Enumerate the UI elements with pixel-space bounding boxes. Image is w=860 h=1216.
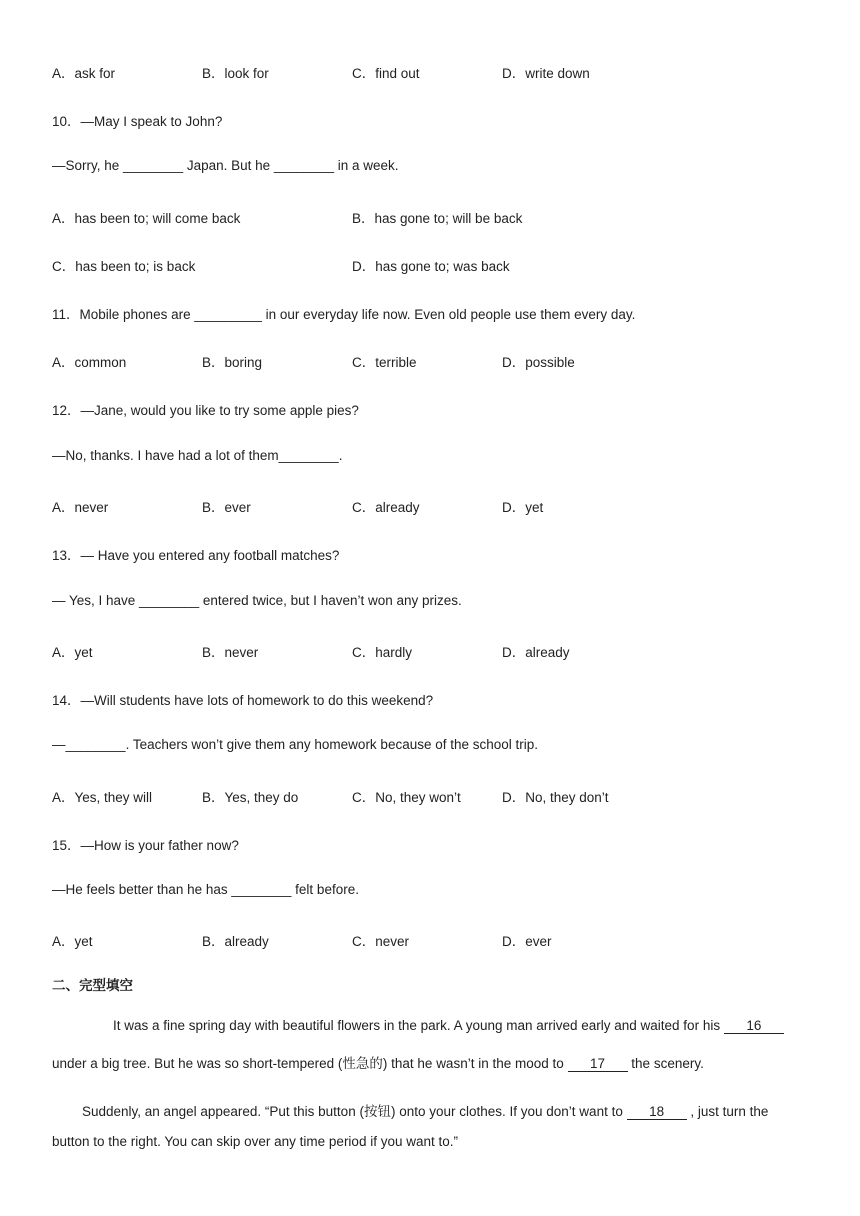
q13-option-b: B．never	[202, 645, 259, 660]
cloze-text: the scenery.	[631, 1056, 704, 1071]
cloze-paragraph-2-line-2: button to the right. You can skip over any time period if you want to.”	[52, 1134, 458, 1149]
q9-option-b: B．look for	[202, 66, 269, 81]
q15-stem: 15．—How is your father now?	[52, 838, 239, 853]
cloze-text: ) that he wasn’t in the mood to	[382, 1056, 564, 1071]
q15-option-c: C．never	[352, 934, 410, 949]
q12-stem: 12．—Jane, would you like to try some apple pies?	[52, 403, 359, 418]
q12-reply: —No, thanks. I have had a lot of them________.	[52, 448, 343, 463]
q14-stem: 14．—Will students have lots of homework to do this weekend?	[52, 693, 434, 708]
q11-stem: 11．Mobile phones are _________ in our everyday life now. Even old people use them every day.	[52, 307, 636, 322]
q10-option-d: D．has gone to; was back	[352, 259, 510, 274]
cloze-paragraph-1-line-2	[52, 1052, 704, 1072]
q15-option-d: D．ever	[502, 934, 552, 949]
cloze-blank-18: 18	[627, 1105, 687, 1120]
q10-reply: —Sorry, he ________ Japan. But he ________ in a week.	[52, 158, 399, 173]
cloze-text: ) onto your clothes. If you don’t want to	[390, 1104, 623, 1119]
q12-option-a: A．never	[52, 500, 109, 515]
cloze-paragraph-2-line-1	[82, 1100, 768, 1120]
q14-reply: —________. Teachers won’t give them any homework because of the school trip.	[52, 737, 539, 752]
q9-option-a: A．ask for	[52, 66, 116, 81]
q13-reply: — Yes, I have ________ entered twice, but I haven’t won any prizes.	[52, 593, 462, 608]
q11-option-b: B．boring	[202, 355, 263, 370]
q15-reply: —He feels better than he has ________ felt before.	[52, 882, 359, 897]
cloze-cjk-gloss: 性急的	[342, 1056, 383, 1072]
q9-option-d: D．write down	[502, 66, 590, 81]
q13-stem: 13．— Have you entered any football matches?	[52, 548, 340, 563]
q14-option-a: A．Yes, they will	[52, 790, 153, 805]
section-heading-cloze: 二、完型填空	[52, 978, 133, 994]
q13-option-a: A．yet	[52, 645, 93, 660]
q13-option-d: D．already	[502, 645, 570, 660]
cloze-blank-17: 17	[568, 1057, 628, 1072]
q14-option-b: B．Yes, they do	[202, 790, 299, 805]
cloze-text: It was a fine spring day with beautiful flowers in the park. A young man arrived early and waited for his	[113, 1018, 721, 1033]
q10-option-b: B．has gone to; will be back	[352, 211, 523, 226]
q11-option-a: A．common	[52, 355, 127, 370]
q15-option-a: A．yet	[52, 934, 93, 949]
q14-option-c: C．No, they won’t	[352, 790, 461, 805]
q12-option-d: D．yet	[502, 500, 544, 515]
q12-option-c: C．already	[352, 500, 420, 515]
cloze-cjk-gloss: 按钮	[363, 1104, 391, 1120]
cloze-paragraph-1-line-1	[113, 1018, 784, 1034]
q13-option-c: C．hardly	[352, 645, 413, 660]
q15-option-b: B．already	[202, 934, 269, 949]
q11-option-d: D．possible	[502, 355, 575, 370]
q10-option-c: C．has been to; is back	[52, 259, 196, 274]
q10-option-a: A．has been to; will come back	[52, 211, 241, 226]
q14-option-d: D．No, they don’t	[502, 790, 609, 805]
cloze-blank-16: 16	[724, 1019, 784, 1034]
q11-option-c: C．terrible	[352, 355, 417, 370]
q9-option-c: C．find out	[352, 66, 420, 81]
cloze-text: under a big tree. But he was so short-tempered (	[52, 1056, 343, 1071]
q10-stem: 10．—May I speak to John?	[52, 114, 223, 129]
cloze-text: , just turn the	[690, 1104, 769, 1119]
q12-option-b: B．ever	[202, 500, 251, 515]
cloze-text: Suddenly, an angel appeared. “Put this button (	[82, 1104, 364, 1119]
